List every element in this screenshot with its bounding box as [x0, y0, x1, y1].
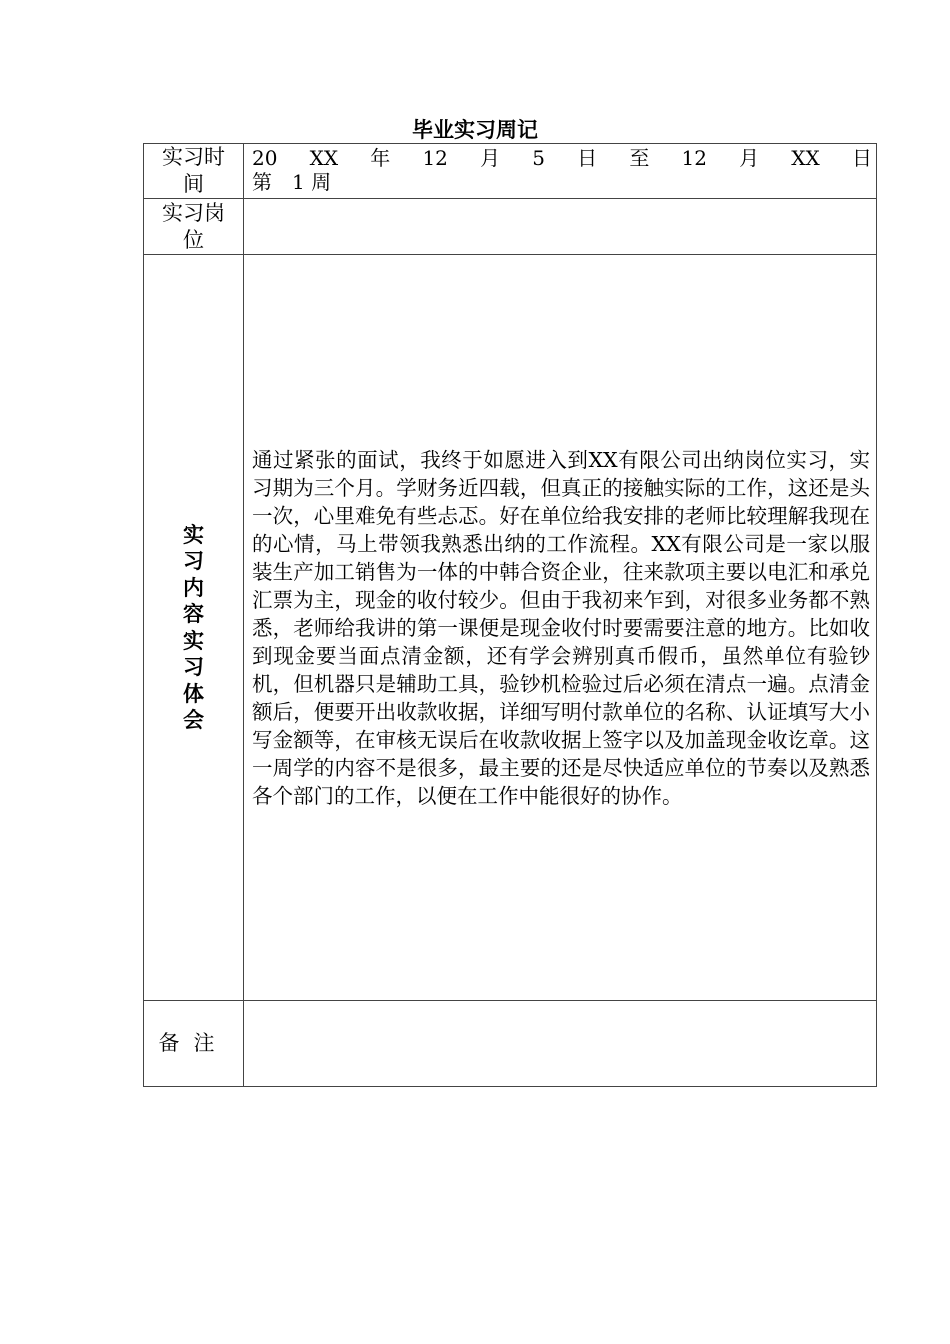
notes-label-cell [144, 1001, 244, 1087]
end-month-unit: 月 [739, 146, 760, 170]
week-number: 第 1 周 [252, 170, 332, 194]
internship-content-label: 实习内容实习体会 [183, 522, 204, 732]
journal-table [143, 143, 877, 1087]
end-day: XX [791, 146, 820, 170]
internship-post-row [144, 199, 877, 255]
start-month: 12 [422, 146, 448, 170]
end-month: 12 [681, 146, 707, 170]
internship-time-label: 实习时间 [162, 145, 225, 196]
date-range-line [252, 146, 872, 170]
page-title: 毕业实习周记 [412, 118, 538, 142]
internship-content-label-cell [144, 255, 244, 1001]
internship-content-row [144, 255, 877, 1001]
range-separator: 至 [629, 146, 650, 170]
internship-post-label: 实习岗位 [162, 200, 225, 252]
internship-post-label-cell [144, 199, 244, 255]
year-unit: 年 [370, 146, 391, 170]
start-year-suffix: XX [309, 146, 339, 170]
start-year-prefix: 20 [252, 146, 278, 170]
start-day-unit: 日 [577, 146, 598, 170]
internship-time-value-cell[interactable] [244, 144, 877, 199]
notes-row [144, 1001, 877, 1087]
start-month-unit: 月 [480, 146, 501, 170]
start-day: 5 [532, 146, 545, 170]
notes-label: 备注 [158, 1031, 229, 1055]
internship-time-label-cell [144, 144, 244, 199]
internship-time-row [144, 144, 877, 199]
end-day-unit: 日 [851, 146, 872, 170]
internship-content-text[interactable]: 通过紧张的面试，我终于如愿进入到XX有限公司出纳岗位实习，实习期为三个月。学财务近四载，但真正的接触实际的工作，这还是头一次，心里难免有些忐忑。好在单位给我安排的老师比较理解我现在的心情，马上带领我熟悉出纳的工作流程。XX有限公司是一家以服装生产加工销售为一体的中韩合资企业，往来款项主要以电汇和承兑汇票为主，现金的收付较少。但由于我初来乍到，对很多业务都不熟悉，老师给我讲的第一课便是现金收付时要需要注意的地方。比如收到现金要当面点清金额，还有学会辨别真币假币，虽然单位有验钞机，但机器只是辅助工具，验钞机检验过后必须在清点一遍。点清金额后，便要开出收款收据，详细写明付款单位的名称、认证填写大小写金额等，在审核无误后在收款收据上签字以及加盖现金收讫章。这一周学的内容不是很多，最主要的还是尽快适应单位的节奏以及熟悉各个部门的工作，以便在工作中能很好的协作。 [244, 255, 877, 1001]
notes-value[interactable] [244, 1001, 877, 1087]
internship-post-value[interactable] [244, 199, 877, 255]
